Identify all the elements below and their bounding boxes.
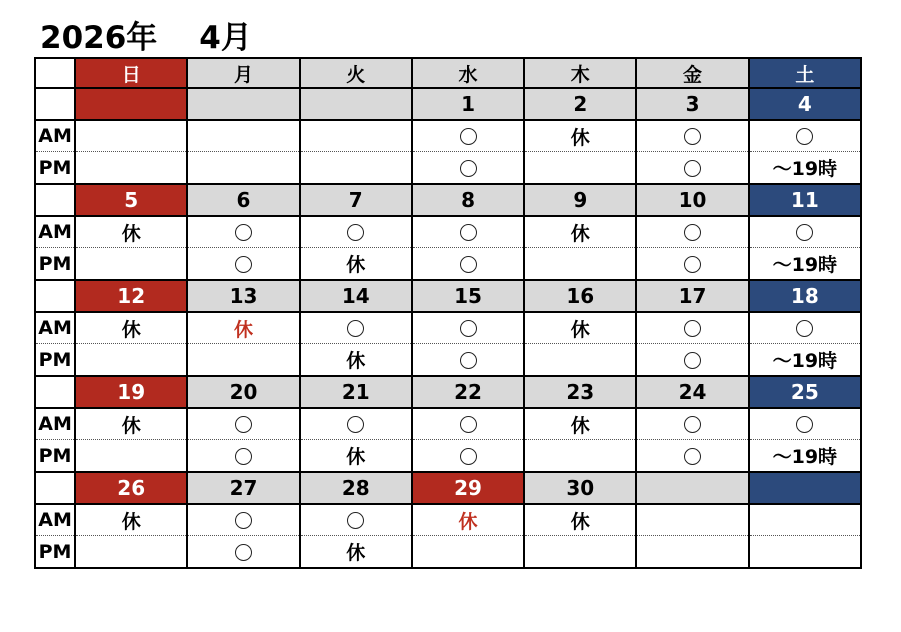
open-cell <box>187 440 299 473</box>
open-cell <box>636 408 748 440</box>
date-cell: 29 <box>412 472 524 504</box>
date-cell <box>749 472 861 504</box>
open-circle-icon <box>235 512 252 529</box>
date-row-label-cell <box>35 88 75 120</box>
status-cell: 休 <box>300 440 412 473</box>
title-month: 4月 <box>199 20 252 56</box>
header-corner-cell <box>35 58 75 88</box>
date-cell: 8 <box>412 184 524 216</box>
status-cell: 休 <box>75 216 187 248</box>
open-cell <box>636 248 748 281</box>
date-cell: 9 <box>524 184 636 216</box>
open-cell <box>636 216 748 248</box>
empty-cell <box>749 504 861 536</box>
date-cell: 17 <box>636 280 748 312</box>
date-cell: 4 <box>749 88 861 120</box>
open-circle-icon <box>460 256 477 273</box>
open-circle-icon <box>347 320 364 337</box>
date-cell: 7 <box>300 184 412 216</box>
open-circle-icon <box>235 448 252 465</box>
date-cell: 30 <box>524 472 636 504</box>
open-cell <box>300 504 412 536</box>
open-cell <box>412 216 524 248</box>
open-circle-icon <box>684 224 701 241</box>
open-circle-icon <box>460 416 477 433</box>
pm-row <box>35 440 861 473</box>
empty-cell <box>187 120 299 152</box>
am-label: AM <box>35 504 75 536</box>
date-cell: 5 <box>75 184 187 216</box>
pm-row <box>35 248 861 281</box>
am-label: AM <box>35 216 75 248</box>
date-row-label-cell <box>35 376 75 408</box>
status-cell: 休 <box>524 120 636 152</box>
date-cell <box>636 472 748 504</box>
open-circle-icon <box>796 320 813 337</box>
status-cell: 休 <box>300 248 412 281</box>
open-cell <box>300 408 412 440</box>
pm-label: PM <box>35 152 75 185</box>
open-circle-icon <box>460 160 477 177</box>
date-cell <box>187 88 299 120</box>
status-cell: 休 <box>524 408 636 440</box>
empty-cell <box>300 152 412 185</box>
week-date-row <box>35 376 861 408</box>
date-cell: 24 <box>636 376 748 408</box>
empty-cell <box>524 344 636 377</box>
open-cell <box>412 408 524 440</box>
empty-cell <box>75 344 187 377</box>
date-cell: 14 <box>300 280 412 312</box>
date-cell: 21 <box>300 376 412 408</box>
am-label: AM <box>35 120 75 152</box>
open-cell <box>412 344 524 377</box>
open-cell <box>187 408 299 440</box>
open-circle-icon <box>796 224 813 241</box>
date-cell: 10 <box>636 184 748 216</box>
date-cell: 12 <box>75 280 187 312</box>
open-cell <box>187 216 299 248</box>
open-circle-icon <box>684 416 701 433</box>
date-cell: 13 <box>187 280 299 312</box>
empty-cell <box>75 536 187 569</box>
status-cell: 〜19時 <box>749 344 861 377</box>
date-row-label-cell <box>35 472 75 504</box>
pm-label: PM <box>35 536 75 569</box>
week-date-row <box>35 472 861 504</box>
weekday-header-row <box>35 58 861 88</box>
open-cell <box>636 120 748 152</box>
open-circle-icon <box>235 544 252 561</box>
empty-cell <box>300 120 412 152</box>
date-cell: 19 <box>75 376 187 408</box>
status-cell: 〜19時 <box>749 440 861 473</box>
status-cell: 〜19時 <box>749 248 861 281</box>
empty-cell <box>636 536 748 569</box>
date-cell: 22 <box>412 376 524 408</box>
open-circle-icon <box>460 128 477 145</box>
empty-cell <box>749 536 861 569</box>
status-cell: 休 <box>524 504 636 536</box>
open-circle-icon <box>347 512 364 529</box>
schedule-calendar <box>34 57 862 569</box>
pm-label: PM <box>35 248 75 281</box>
open-cell <box>749 408 861 440</box>
date-cell <box>75 88 187 120</box>
date-cell: 20 <box>187 376 299 408</box>
empty-cell <box>75 248 187 281</box>
am-label: AM <box>35 312 75 344</box>
weekday-wednesday: 水 <box>412 58 524 88</box>
open-circle-icon <box>235 256 252 273</box>
date-cell: 11 <box>749 184 861 216</box>
date-cell: 1 <box>412 88 524 120</box>
open-circle-icon <box>460 352 477 369</box>
pm-label: PM <box>35 440 75 473</box>
date-cell: 3 <box>636 88 748 120</box>
open-cell <box>749 216 861 248</box>
weekday-sunday: 日 <box>75 58 187 88</box>
title-year: 2026年 <box>40 20 158 56</box>
open-cell <box>636 312 748 344</box>
empty-cell <box>75 440 187 473</box>
open-cell <box>412 120 524 152</box>
am-row <box>35 408 861 440</box>
open-circle-icon <box>235 224 252 241</box>
open-cell <box>300 216 412 248</box>
date-cell: 16 <box>524 280 636 312</box>
pm-label: PM <box>35 344 75 377</box>
am-row <box>35 120 861 152</box>
am-row <box>35 216 861 248</box>
weekday-monday: 月 <box>187 58 299 88</box>
open-circle-icon <box>235 416 252 433</box>
status-cell: 休 <box>75 504 187 536</box>
date-cell: 15 <box>412 280 524 312</box>
date-cell: 27 <box>187 472 299 504</box>
am-row <box>35 504 861 536</box>
open-cell <box>187 248 299 281</box>
open-circle-icon <box>684 448 701 465</box>
week-date-row <box>35 88 861 120</box>
am-label: AM <box>35 408 75 440</box>
open-cell <box>300 312 412 344</box>
open-cell <box>187 536 299 569</box>
open-circle-icon <box>684 128 701 145</box>
status-cell: 休 <box>187 312 299 344</box>
open-circle-icon <box>684 256 701 273</box>
empty-cell <box>636 504 748 536</box>
weekday-tuesday: 火 <box>300 58 412 88</box>
date-cell: 26 <box>75 472 187 504</box>
empty-cell <box>524 248 636 281</box>
weekday-thursday: 木 <box>524 58 636 88</box>
date-row-label-cell <box>35 280 75 312</box>
calendar-title <box>40 18 252 58</box>
empty-cell <box>412 536 524 569</box>
open-circle-icon <box>684 352 701 369</box>
open-circle-icon <box>796 416 813 433</box>
status-cell: 休 <box>75 312 187 344</box>
date-cell: 2 <box>524 88 636 120</box>
empty-cell <box>524 440 636 473</box>
week-date-row <box>35 184 861 216</box>
date-cell: 23 <box>524 376 636 408</box>
weekday-saturday: 土 <box>749 58 861 88</box>
open-cell <box>636 440 748 473</box>
pm-row <box>35 152 861 185</box>
empty-cell <box>187 152 299 185</box>
status-cell: 休 <box>524 216 636 248</box>
status-cell: 休 <box>412 504 524 536</box>
empty-cell <box>75 120 187 152</box>
empty-cell <box>75 152 187 185</box>
date-cell: 6 <box>187 184 299 216</box>
open-cell <box>412 440 524 473</box>
open-circle-icon <box>347 224 364 241</box>
date-cell: 18 <box>749 280 861 312</box>
open-cell <box>636 152 748 185</box>
pm-row <box>35 344 861 377</box>
open-circle-icon <box>460 320 477 337</box>
week-date-row <box>35 280 861 312</box>
open-cell <box>749 120 861 152</box>
status-cell: 〜19時 <box>749 152 861 185</box>
open-circle-icon <box>460 448 477 465</box>
open-cell <box>636 344 748 377</box>
empty-cell <box>187 344 299 377</box>
open-circle-icon <box>460 224 477 241</box>
open-circle-icon <box>347 416 364 433</box>
empty-cell <box>524 152 636 185</box>
empty-cell <box>524 536 636 569</box>
open-cell <box>412 248 524 281</box>
pm-row <box>35 536 861 569</box>
am-row <box>35 312 861 344</box>
open-circle-icon <box>684 320 701 337</box>
open-cell <box>749 312 861 344</box>
status-cell: 休 <box>300 344 412 377</box>
status-cell: 休 <box>524 312 636 344</box>
open-circle-icon <box>796 128 813 145</box>
date-row-label-cell <box>35 184 75 216</box>
status-cell: 休 <box>75 408 187 440</box>
open-circle-icon <box>684 160 701 177</box>
status-cell: 休 <box>300 536 412 569</box>
open-cell <box>412 312 524 344</box>
open-cell <box>412 152 524 185</box>
weekday-friday: 金 <box>636 58 748 88</box>
date-cell: 25 <box>749 376 861 408</box>
date-cell: 28 <box>300 472 412 504</box>
open-cell <box>187 504 299 536</box>
date-cell <box>300 88 412 120</box>
